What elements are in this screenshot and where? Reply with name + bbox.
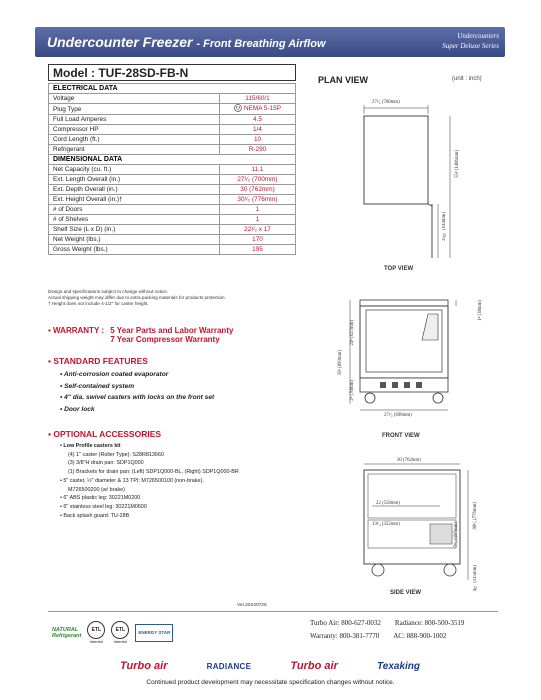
side-inner-dim: 22 (558mm) bbox=[376, 501, 400, 506]
spec-row bbox=[49, 125, 296, 135]
spec-row bbox=[49, 94, 296, 104]
turbo-air-logo-2: Turbo air bbox=[290, 660, 338, 672]
unit-label: (unit : inch) bbox=[452, 76, 482, 82]
warranty-line: 5 Year Parts and Labor Warranty bbox=[110, 326, 234, 335]
side-inner2-dim: 13³⁄₄ (352mm) bbox=[372, 522, 400, 527]
natural-refrigerant-badge: NATURAL Refrigerant bbox=[52, 626, 82, 639]
accessory-item: • Back splash guard: TU-28B bbox=[60, 512, 130, 519]
divider bbox=[48, 611, 498, 612]
side-caster-dim: 4½ (115mm) bbox=[473, 565, 478, 592]
spec-row bbox=[49, 215, 296, 225]
spec-value: 4.5 bbox=[220, 115, 296, 125]
accessory-item: (3) 3/8"H drain pan: SDP1Q000 bbox=[68, 460, 144, 467]
spec-label: Ext. Height Overall (in.)† bbox=[49, 195, 220, 205]
spec-label: Voltage bbox=[49, 94, 220, 104]
spec-value: 11.1 bbox=[220, 165, 296, 175]
front-view-drawing bbox=[340, 292, 480, 422]
contact-radiance: Radiance: 800-500-3519 bbox=[394, 619, 465, 627]
spec-label: Net Capacity (cu. ft.) bbox=[49, 165, 220, 175]
spec-section-header bbox=[49, 84, 296, 94]
spec-row bbox=[49, 104, 296, 115]
feature-item: • 4" dia. swivel casters with locks on the front set bbox=[60, 394, 215, 401]
spec-label: Net Weight (lbs.) bbox=[49, 235, 220, 245]
etl-badge-2: ETL Intertek bbox=[111, 621, 129, 644]
etl-badge-1: ETL Intertek bbox=[87, 621, 105, 644]
side-height-dim: 30¹⁄₂ (776mm) bbox=[473, 502, 478, 530]
brand-logos bbox=[120, 660, 420, 672]
optional-accessories-list bbox=[60, 442, 239, 520]
energy-star-badge: ENERGY STAR bbox=[135, 624, 173, 642]
spec-value: 1/4 bbox=[220, 125, 296, 135]
top-depth-dim: 55⁸ (1406mm) bbox=[455, 150, 460, 178]
accessory-item: M726500200 (w/ brake) bbox=[68, 486, 125, 493]
front-top-dim: 1⁸ (38mm) bbox=[478, 300, 483, 321]
top-depth-inner-dim: 25½ (644mm) bbox=[442, 212, 447, 241]
header-banner bbox=[35, 27, 505, 57]
certification-badges bbox=[52, 621, 173, 644]
front-height-dim: 35⁸ (893mm) bbox=[338, 350, 343, 376]
warranty-block bbox=[48, 326, 233, 344]
contact-ac: AC: 888-900-1002 bbox=[393, 632, 447, 640]
spec-row bbox=[49, 195, 296, 205]
spec-row bbox=[49, 205, 296, 215]
spec-row bbox=[49, 235, 296, 245]
warranty-title: ▪ WARRANTY : bbox=[48, 326, 105, 335]
plan-view-title: PLAN VIEW bbox=[318, 75, 369, 85]
side-view-label: SIDE VIEW bbox=[390, 590, 422, 596]
spec-label: Refrigerant bbox=[49, 145, 220, 155]
spec-value: 27¹⁄₂ (700mm) bbox=[220, 175, 296, 185]
spec-row bbox=[49, 135, 296, 145]
version-label: Ver.20240726 bbox=[237, 603, 267, 608]
top-view-drawing bbox=[350, 100, 470, 270]
front-vent-dim: 2⁴ (70mm) bbox=[350, 380, 355, 401]
spec-value: 10 bbox=[220, 135, 296, 145]
spec-row bbox=[49, 185, 296, 195]
spec-value: 30¹⁄₂ (776mm) bbox=[220, 195, 296, 205]
spec-row bbox=[49, 225, 296, 235]
texaking-logo: Texaking bbox=[377, 660, 420, 672]
note-line: Design and specifications subject to change without notice. bbox=[48, 289, 169, 294]
note-line: Actual shipping weight may differ due to extra packing materials for products protection. bbox=[48, 295, 226, 300]
series-label bbox=[442, 31, 499, 51]
spec-label: Compressor HP bbox=[49, 125, 220, 135]
contact-turbo-air: Turbo Air: 800-627-0032 bbox=[310, 619, 381, 627]
spec-value: 115/60/1 bbox=[220, 94, 296, 104]
spec-row bbox=[49, 175, 296, 185]
radiance-logo: RADIANCE bbox=[206, 661, 252, 671]
spec-label: Ext. Depth Overall (in.) bbox=[49, 185, 220, 195]
standard-features-title: ▪ STANDARD FEATURES bbox=[48, 356, 148, 366]
spec-label: Cord Length (ft.) bbox=[49, 135, 220, 145]
warranty-line: 7 Year Compressor Warranty bbox=[110, 335, 220, 344]
spec-label: Gross Weight (lbs.) bbox=[49, 245, 220, 255]
top-view-label: TOP VIEW bbox=[384, 266, 414, 272]
spec-label: Full Load Amperes bbox=[49, 115, 220, 125]
accessory-item: • 6" stainless steel leg: 30221M0600 bbox=[60, 503, 147, 510]
spec-label: Shelf Size (L x D) (in.) bbox=[49, 225, 220, 235]
spec-section-title: ELECTRICAL DATA bbox=[49, 84, 296, 94]
side-small-dim: 7³⁄₄ (197mm) bbox=[454, 522, 459, 548]
contact-info bbox=[310, 617, 464, 643]
spec-value: 1 bbox=[220, 205, 296, 215]
spec-table bbox=[48, 83, 296, 255]
feature-item: • Self-contained system bbox=[60, 382, 135, 390]
turbo-air-logo: Turbo air bbox=[120, 660, 168, 672]
product-title: Undercounter Freezer - Front Breathing Airflow bbox=[47, 34, 326, 50]
spec-value: R-290 bbox=[220, 145, 296, 155]
spec-row bbox=[49, 245, 296, 255]
contact-warranty: Warranty: 800-381-7770 bbox=[310, 632, 380, 640]
spec-label: Plug Type bbox=[49, 104, 220, 115]
feature-item: • Anti-corrosion coated evaporator bbox=[60, 371, 169, 378]
front-door-dim: 24⁸ (627mm) bbox=[350, 320, 355, 346]
front-width-dim: 27¹⁄₂ (698mm) bbox=[384, 413, 412, 418]
spec-row bbox=[49, 165, 296, 175]
accessory-item: • 5" caster, ½" diameter & 13 TPI: M726500100 (non-brake), bbox=[60, 477, 204, 484]
top-width-dim: 27¹⁄₂ (700mm) bbox=[372, 100, 400, 105]
spec-label: Ext. Length Overall (in.) bbox=[49, 175, 220, 185]
model-number: Model : TUF-28SD-FB-N bbox=[48, 64, 296, 81]
side-depth-dim: 30 (762mm) bbox=[397, 458, 421, 463]
series-line-1: Undercounters bbox=[457, 32, 499, 40]
standard-features-list bbox=[60, 369, 214, 415]
spec-value: 22¹⁄₂ x 17 bbox=[220, 225, 296, 235]
note-line: † Height does not include 4-1/2" for caster height. bbox=[48, 301, 149, 306]
optional-accessories-title: ▪ OPTIONAL ACCESSORIES bbox=[48, 429, 162, 439]
spec-section-title: DIMENSIONAL DATA bbox=[49, 155, 296, 165]
spec-value: 1 bbox=[220, 215, 296, 225]
spec-row bbox=[49, 145, 296, 155]
spec-row bbox=[49, 115, 296, 125]
series-line-2: Super Deluxe Series bbox=[442, 42, 499, 50]
side-view-drawing bbox=[350, 458, 480, 588]
accessory-item: (4) 1" caster (Roller Type): S28R813660 bbox=[68, 451, 164, 458]
accessory-item: • 6" ABS plastic leg: 30221M0200 bbox=[60, 495, 141, 502]
spec-label: # of Doors bbox=[49, 205, 220, 215]
spec-value: 195 bbox=[220, 245, 296, 255]
accessory-item: (1) Brackets for drain pan: (Left) SDP1Q000-BL, (Right) SDP1Q000-BR bbox=[68, 469, 239, 476]
plug-icon bbox=[234, 104, 242, 112]
feature-item: • Door lock bbox=[60, 405, 95, 413]
spec-value: 170 bbox=[220, 235, 296, 245]
accessory-item: • Low Profile casters kit bbox=[60, 443, 121, 449]
footer-note: Continued product development may necessitate specification changes without notice. bbox=[146, 679, 395, 686]
spec-notes bbox=[48, 289, 226, 307]
spec-section-header bbox=[49, 155, 296, 165]
spec-value: NEMA 5-15P bbox=[220, 104, 296, 115]
spec-value: 30 (762mm) bbox=[220, 185, 296, 195]
front-view-label: FRONT VIEW bbox=[382, 433, 420, 439]
product-subtitle: - Front Breathing Airflow bbox=[196, 38, 326, 50]
spec-label: # of Shelves bbox=[49, 215, 220, 225]
